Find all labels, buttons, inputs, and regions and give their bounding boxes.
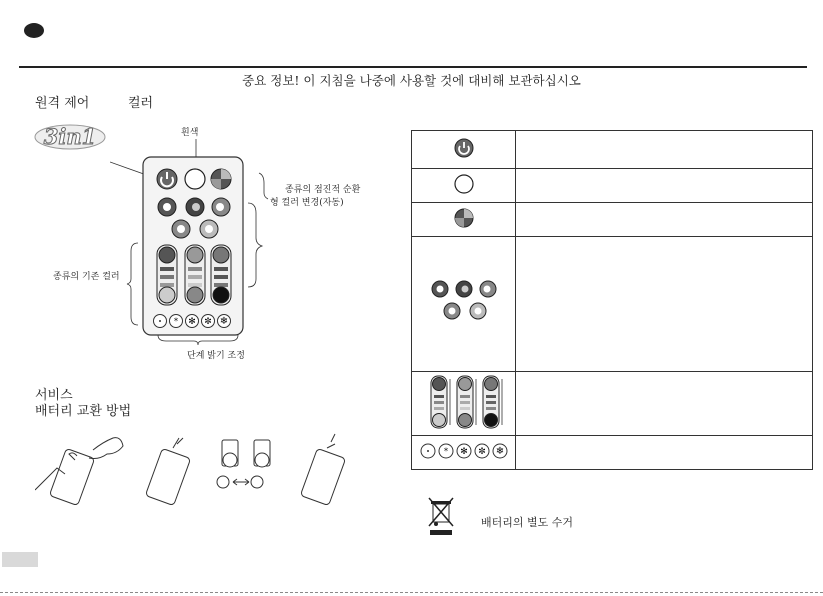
remote-control	[110, 135, 275, 360]
page-tab	[2, 552, 38, 567]
remote-white-button	[185, 169, 205, 189]
svg-text:✻: ✻	[188, 317, 196, 327]
battery-disposal-text: 배터리의 별도 수거	[481, 516, 574, 529]
step-1-open	[35, 438, 123, 506]
important-notice: 중요 정보! 이 지침을 나중에 사용할 것에 대비해 보관하십시오	[242, 73, 581, 88]
white-circle-icon	[454, 174, 474, 194]
legend-desc-cycle	[516, 203, 813, 237]
legend-desc-sliders	[516, 372, 813, 436]
brightness-steps-icon	[419, 442, 509, 460]
power-icon	[454, 138, 474, 158]
legend-desc-brightness	[516, 436, 813, 470]
page-bottom-rule	[0, 592, 823, 593]
svg-text:✼: ✼	[204, 317, 212, 327]
battery-replacement-illustration	[35, 430, 365, 508]
svg-text:✻: ✻	[459, 446, 468, 457]
legend-row-white	[412, 169, 813, 203]
legend-desc-presets	[516, 237, 813, 372]
legend-row-brightness	[412, 436, 813, 470]
header-bullet	[24, 23, 44, 38]
section-title-color: 컬러	[128, 96, 154, 111]
svg-text:❄: ❄	[219, 316, 229, 327]
legend-row-presets	[412, 237, 813, 372]
svg-text:❄: ❄	[495, 445, 504, 457]
color-sliders-icon	[419, 373, 509, 431]
legend-row-sliders	[412, 372, 813, 436]
label-white: 흰색	[181, 128, 199, 138]
legend-desc-white	[516, 169, 813, 203]
step-2-remove	[145, 438, 190, 506]
3in1-logo	[33, 121, 107, 153]
legend-row-power	[412, 131, 813, 169]
svg-text:*: *	[443, 446, 448, 456]
battery-title: 배터리 교환 방법	[35, 404, 132, 419]
label-cycle-line1: 종류의 점진적 순환	[285, 185, 361, 195]
logo-text: 3in1	[43, 124, 97, 149]
wheelie-bin-icon	[427, 496, 455, 536]
step-3-battery	[217, 440, 270, 488]
svg-text:✼: ✼	[477, 446, 486, 457]
label-basic-colors: 종류의 기존 컬러	[53, 272, 120, 282]
header-rule	[19, 66, 807, 68]
legend-desc-power	[516, 131, 813, 169]
step-4-close	[300, 434, 345, 506]
label-brightness: 단계 밝기 조정	[187, 351, 245, 361]
legend-row-cycle	[412, 203, 813, 237]
svg-text:*: *	[174, 317, 178, 326]
preset-colors-icon	[424, 277, 504, 327]
cycle-color-icon	[454, 208, 474, 228]
section-title-remote: 원격 제어	[35, 96, 90, 111]
service-title: 서비스	[35, 388, 73, 403]
remote-legend-table	[411, 130, 813, 470]
label-cycle-line2: 형 컬러 변경(자동)	[270, 198, 344, 208]
